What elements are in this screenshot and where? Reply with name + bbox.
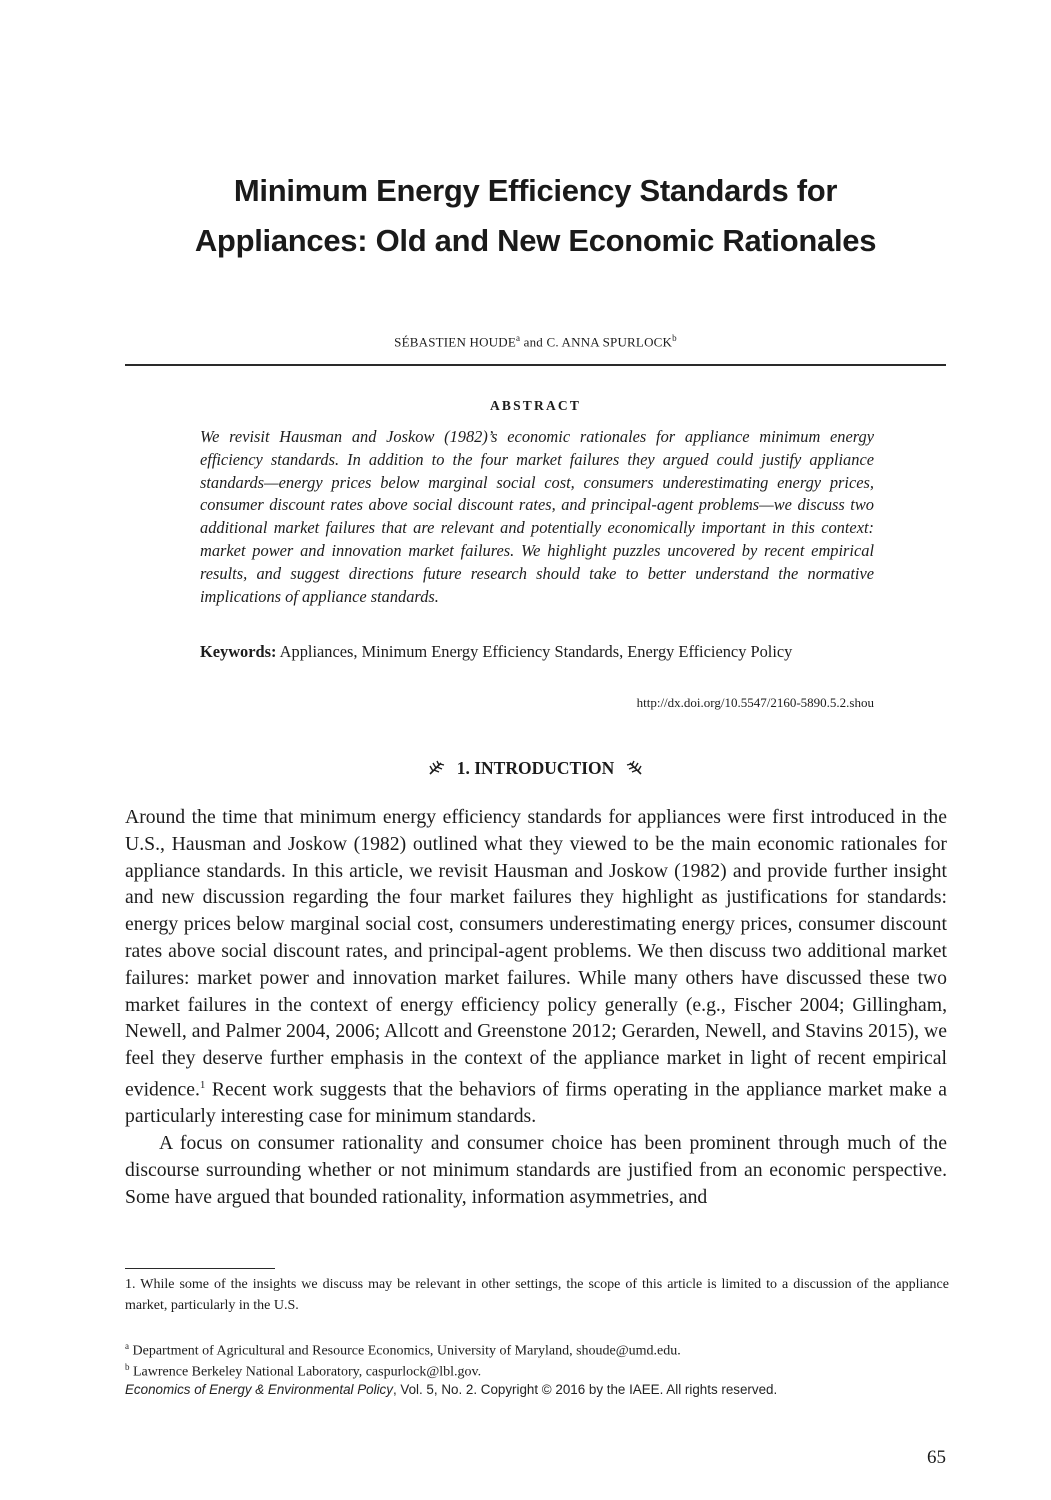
footnote-divider bbox=[125, 1268, 275, 1269]
author-connector: and bbox=[520, 334, 547, 350]
journal-volume-copyright: , Vol. 5, No. 2. Copyright © 2016 by the IAEE. All rights reserved. bbox=[392, 1382, 778, 1397]
keywords-label: Keywords: bbox=[200, 642, 277, 661]
footnote-number: 1. bbox=[125, 1277, 136, 1292]
section-heading-text: 1. INTRODUCTION bbox=[456, 758, 615, 778]
footnote-1 bbox=[125, 1274, 949, 1316]
journal-citation bbox=[125, 1382, 949, 1397]
affiliation-b bbox=[125, 1357, 949, 1383]
abstract-text: We revisit Hausman and Joskow (1982)’s economic rationales for appliance minimum energy efficiency standards. In addition to the four market failures they argued could justify appliance standards—energy prices below marginal social cost, consumers underestimating energy prices, consumer discount rates above social discount rates, and principal-agent problems—we discuss two additional market failures that are relevant and potentially economically important in this context: market power and innovation market failures. We highlight puzzles uncovered by recent empirical results, and suggest directions future research should take to better understand the normative implications of appliance standards. bbox=[200, 427, 874, 606]
author-spurlock: C. ANNA SPURLOCK bbox=[546, 334, 673, 350]
affiliation-b-mark: b bbox=[125, 1362, 130, 1372]
intro-paragraph-2: A focus on consumer rationality and consumer choice has been prominent through much of the discourse surrounding whether or not minimum standards are justified from an economic perspective. Some have argued that bounded rationality, information asymmetries, and bbox=[125, 1132, 947, 1208]
keywords-list: Appliances, Minimum Energy Efficiency Standards, Energy Efficiency Policy bbox=[276, 642, 793, 661]
leaf-ornament-left-icon bbox=[428, 760, 446, 776]
affiliation-b-text: Lawrence Berkeley National Laboratory, caspurlock@lbl.gov. bbox=[129, 1364, 482, 1380]
introduction-body bbox=[125, 804, 947, 1211]
author-houde: SÉBASTIEN HOUDE bbox=[394, 334, 516, 350]
intro-paragraph-1-text: Around the time that minimum energy efficiency standards for appliances were first introduced in the U.S., Hausman and Joskow (1982) outlined what they viewed to be the main economic rationales for appliance standards. In this article, we revisit Hausman and Joskow (1982) and provide further insight and new discussion regarding the four market failures they highlight as justifications for standards: energy prices below marginal social cost, consumers underestimating energy prices, consumer discount rates above social discount rates, and principal-agent problems. We then discuss two additional market failures: market power and innovation market failures. While many others have discussed these two market failures in the context of energy efficiency policy generally (e.g., Fischer 2004; Gillingham, Newell, and Palmer 2004, 2006; Allcott and Greenstone 2012; Gerarden, Newell, and Stavins 2015), we feel they deserve further emphasis in the context of the appliance market in light of recent empirical evidence. bbox=[125, 806, 947, 1101]
paper-title: Minimum Energy Efficiency Standards for Appliances: Old and New Economic Rationales bbox=[194, 172, 877, 258]
author-houde-affil-mark: a bbox=[515, 333, 521, 343]
intro-paragraph-1 bbox=[125, 804, 947, 1130]
intro-paragraph-1-tail: Recent work suggests that the behaviors of firms operating in the appliance market make a particularly interesting case for minimum standards. bbox=[125, 1078, 947, 1128]
keywords bbox=[200, 641, 874, 664]
footnote-ref-1[interactable]: 1 bbox=[199, 1078, 206, 1091]
journal-name: Economics of Energy & Environmental Policy bbox=[125, 1382, 393, 1397]
doi-link[interactable]: http://dx.doi.org/10.5547/2160-5890.5.2.shou bbox=[636, 695, 874, 710]
header-divider bbox=[125, 364, 946, 366]
author-line bbox=[125, 333, 946, 350]
author-spurlock-affil-mark: b bbox=[672, 333, 677, 343]
leaf-ornament-right-icon bbox=[625, 760, 643, 776]
page-number: 65 bbox=[927, 1447, 946, 1468]
affiliation-a-mark: a bbox=[125, 1341, 129, 1351]
affiliation-a-text: Department of Agricultural and Resource Economics, University of Maryland, shoude@umd.edu. bbox=[129, 1343, 681, 1359]
footnote-text: While some of the insights we discuss may be relevant in other settings, the scope of this article is limited to a discussion of the appliance market, particularly in the U.S. bbox=[125, 1277, 949, 1313]
abstract-heading: ABSTRACT bbox=[489, 398, 582, 413]
section-heading-introduction bbox=[125, 758, 946, 779]
